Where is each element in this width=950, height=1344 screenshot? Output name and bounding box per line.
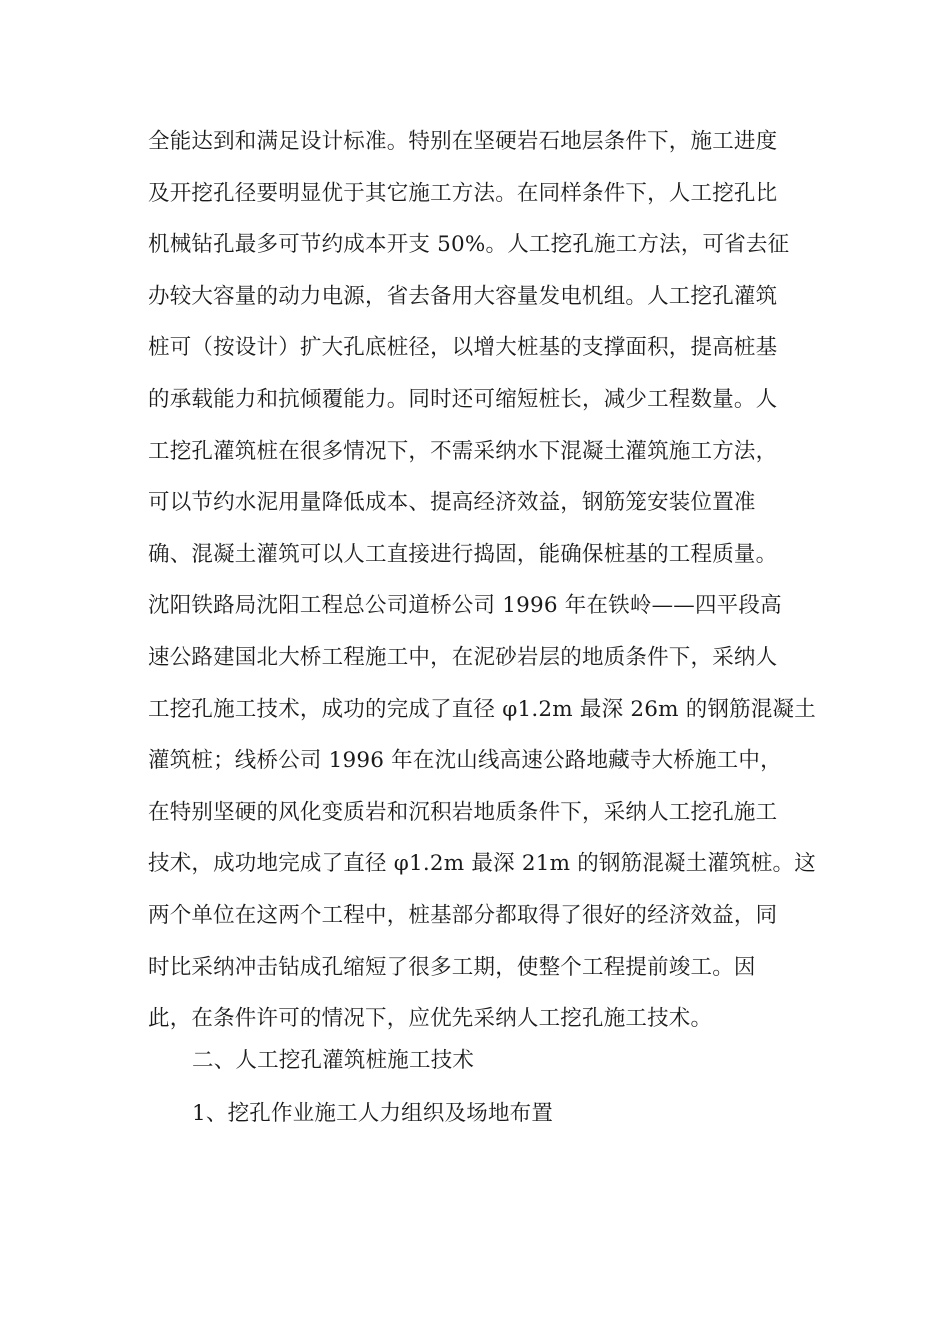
paragraph-line: 办较大容量的动力电源，省去备用大容量发电机组。人工挖孔灌筑 (148, 283, 778, 309)
paragraph-line: 在特别坚硬的风化变质岩和沉积岩地质条件下，采纳人工挖孔施工 (148, 799, 778, 825)
section-heading: 二、人工挖孔灌筑桩施工技术 (192, 1048, 475, 1073)
paragraph-line: 技术，成功地完成了直径 φ1.2m 最深 21m 的钢筋混凝土灌筑桩。这 (148, 851, 816, 877)
paragraph-line: 确、混凝土灌筑可以人工直接进行捣固，能确保桩基的工程质量。 (148, 541, 778, 567)
paragraph-line: 及开挖孔径要明显优于其它施工方法。在同样条件下，人工挖孔比 (148, 180, 778, 206)
paragraph-line: 的承载能力和抗倾覆能力。同时还可缩短桩长，减少工程数量。人 (148, 386, 778, 412)
paragraph-line: 全能达到和满足设计标准。特别在坚硬岩石地层条件下，施工进度 (148, 129, 778, 154)
paragraph-line: 灌筑桩；线桥公司 1996 年在沈山线高速公路地藏寺大桥施工中， (148, 748, 782, 774)
paragraph-line: 工挖孔灌筑桩在很多情况下，不需采纳水下混凝土灌筑施工方法， (148, 438, 778, 464)
paragraph-line: 此，在条件许可的情况下，应优先采纳人工挖孔施工技术。 (148, 1006, 713, 1032)
paragraph-line: 时比采纳冲击钻成孔缩短了很多工期，使整个工程提前竣工。因 (148, 954, 756, 980)
paragraph-line: 桩可（按设计）扩大孔底桩径，以增大桩基的支撑面积，提高桩基 (148, 335, 778, 361)
subsection-heading: 1、挖孔作业施工人力组织及场地布置 (192, 1101, 554, 1126)
body-paragraph (148, 116, 816, 1045)
paragraph-line: 工挖孔施工技术，成功的完成了直径 φ1.2m 最深 26m 的钢筋混凝土 (148, 696, 816, 722)
paragraph-line: 可以节约水泥用量降低成本、提高经济效益，钢筋笼安装位置准 (148, 490, 756, 516)
paragraph-line: 速公路建国北大桥工程施工中，在泥砂岩层的地质条件下，采纳人 (148, 644, 778, 670)
paragraph-line: 沈阳铁路局沈阳工程总公司道桥公司 1996 年在铁岭——四平段高 (148, 593, 782, 619)
paragraph-line: 两个单位在这两个工程中，桩基部分都取得了很好的经济效益，同 (148, 902, 778, 928)
paragraph-line: 机械钻孔最多可节约成本开支 50%。人工挖孔施工方法，可省去征 (148, 232, 790, 258)
